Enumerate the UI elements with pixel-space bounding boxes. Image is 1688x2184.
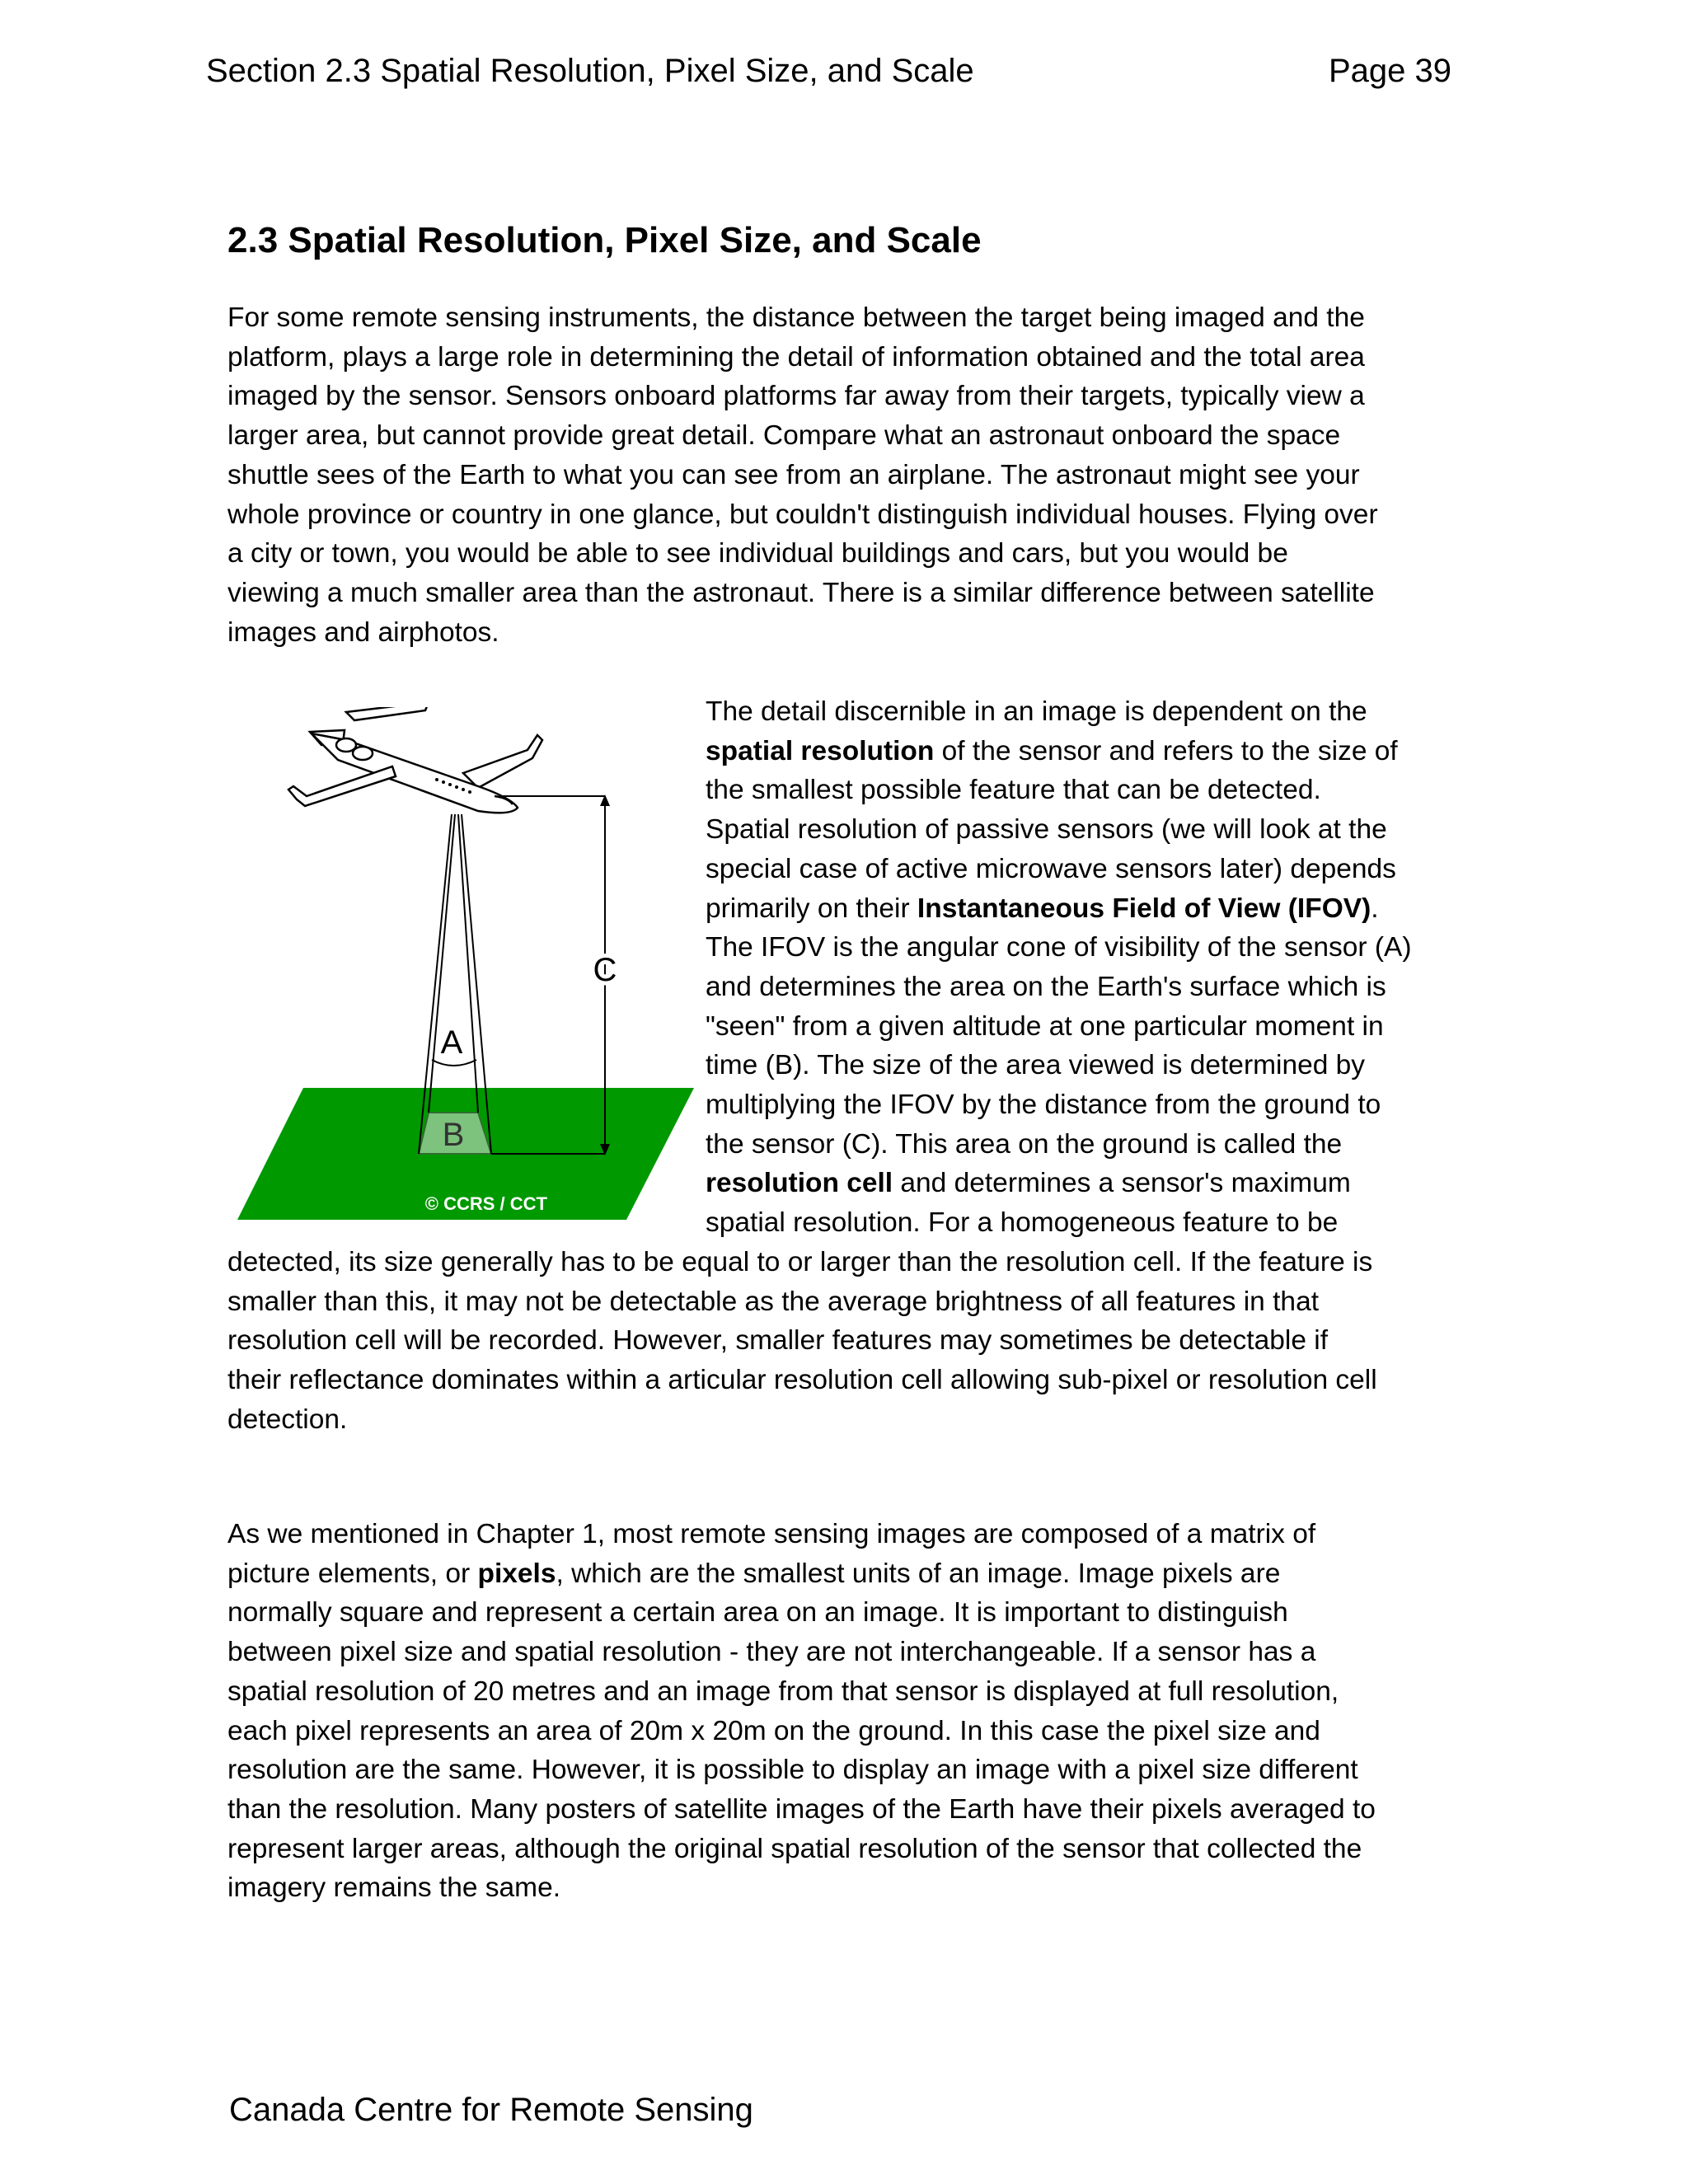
running-header-section: Section 2.3 Spatial Resolution, Pixel Size, and Scale <box>206 53 974 89</box>
text-line: the smallest possible feature that can be detected. <box>706 775 1321 806</box>
text-line: their reflectance dominates within a articular resolution cell allowing sub-pixel or resolution cell <box>227 1365 1377 1396</box>
text-line: a city or town, you would be able to see individual buildings and cars, but you would be <box>227 538 1288 569</box>
text-run: , which are the smallest units of an image. Image pixels are <box>556 1558 1281 1589</box>
text-line <box>706 889 1412 929</box>
pixel-size-paragraph-rest <box>227 1593 1376 1908</box>
text-line: resolution are the same. However, it is possible to display an image with a pixel size different <box>227 1755 1358 1786</box>
text-line: than the resolution. Many posters of satellite images of the Earth have their pixels averaged to <box>227 1793 1376 1825</box>
term-pixels: pixels <box>477 1558 556 1589</box>
term-ifov: Instantaneous Field of View (IFOV) <box>917 893 1372 924</box>
spatial-resolution-paragraph-continued <box>227 1243 1377 1440</box>
copyright-label: © CCRS / CCT <box>424 1193 547 1214</box>
text-run: of the sensor and refers to the size of <box>934 735 1398 766</box>
text-line: smaller than this, it may not be detectable as the average brightness of all features in that <box>227 1286 1320 1317</box>
text-line: represent larger areas, although the original spatial resolution of the sensor that collected the <box>227 1833 1362 1864</box>
text-line: the sensor (C). This area on the ground is called the <box>706 1128 1343 1160</box>
text-line: For some remote sensing instruments, the distance between the target being imaged and the <box>227 302 1365 333</box>
running-header-page-number: Page 39 <box>1329 53 1452 89</box>
spatial-resolution-paragraph <box>706 692 1412 1243</box>
text-run: and determines a sensor's maximum <box>893 1168 1351 1199</box>
label-c: C <box>593 952 617 988</box>
intro-paragraph <box>227 298 1378 652</box>
text-line <box>227 1554 1376 1594</box>
text-run: . <box>1371 893 1379 924</box>
airplane-icon <box>288 707 542 813</box>
text-run: primarily on their <box>706 893 917 924</box>
text-line: between pixel size and spatial resolution - they are not interchangeable. If a sensor has a <box>227 1637 1316 1668</box>
ifov-diagram <box>231 707 699 1228</box>
text-line <box>706 732 1412 771</box>
text-run: picture elements, or <box>227 1558 478 1589</box>
pixel-size-paragraph <box>227 1515 1376 1908</box>
text-line: time (B). The size of the area viewed is determined by <box>706 1050 1366 1081</box>
label-a: A <box>440 1024 463 1061</box>
section-title: 2.3 Spatial Resolution, Pixel Size, and Scale <box>227 220 982 260</box>
text-line: detected, its size generally has to be equal to or larger than the resolution cell. If the feature is <box>227 1247 1373 1277</box>
text-line: "seen" from a given altitude at one particular moment in <box>706 1010 1384 1042</box>
text-line: resolution cell will be recorded. However, smaller features may sometimes be detectable if <box>227 1325 1329 1357</box>
text-line: normally square and represent a certain area on an image. It is important to distinguish <box>227 1597 1288 1629</box>
text-line: The detail discernible in an image is dependent on the <box>706 696 1367 727</box>
text-line: Spatial resolution of passive sensors (we will look at the <box>706 814 1387 846</box>
ifov-angle-arc <box>432 1060 476 1066</box>
text-line: larger area, but cannot provide great detail. Compare what an astronaut onboard the space <box>227 420 1341 452</box>
text-line: special case of active microwave sensors later) depends <box>706 853 1396 884</box>
text-line: As we mentioned in Chapter 1, most remote sensing images are composed of a matrix of <box>227 1519 1316 1549</box>
text-line: platform, plays a large role in determining the detail of information obtained and the total area <box>227 341 1365 373</box>
label-b: B <box>442 1117 465 1153</box>
text-line: multiplying the IFOV by the distance from the ground to <box>706 1090 1381 1121</box>
text-line: images and airphotos. <box>227 616 499 648</box>
text-line: imagery remains the same. <box>227 1872 561 1904</box>
text-line: viewing a much smaller area than the astronaut. There is a similar difference between satellite <box>227 577 1375 608</box>
text-line: shuttle sees of the Earth to what you can see from an airplane. The astronaut might see your <box>227 459 1360 490</box>
text-line: and determines the area on the Earth's surface which is <box>706 971 1386 1002</box>
text-line: each pixel represents an area of 20m x 20m on the ground. In this case the pixel size and <box>227 1715 1320 1746</box>
text-line <box>706 1164 1412 1203</box>
text-line: spatial resolution of 20 metres and an image from that sensor is displayed at full resolution, <box>227 1675 1339 1707</box>
text-line: The IFOV is the angular cone of visibility of the sensor (A) <box>706 932 1412 963</box>
page-footer: Canada Centre for Remote Sensing <box>229 2092 753 2128</box>
text-line: whole province or country in one glance, but couldn't distinguish individual houses. Flying over <box>227 499 1378 530</box>
ifov-figure <box>231 707 699 1228</box>
text-line: spatial resolution. For a homogeneous feature to be <box>706 1207 1339 1239</box>
text-line: detection. <box>227 1404 348 1435</box>
term-resolution-cell: resolution cell <box>706 1168 893 1199</box>
term-spatial-resolution: spatial resolution <box>706 735 935 766</box>
text-line: imaged by the sensor. Sensors onboard platforms far away from their targets, typically view a <box>227 381 1365 412</box>
